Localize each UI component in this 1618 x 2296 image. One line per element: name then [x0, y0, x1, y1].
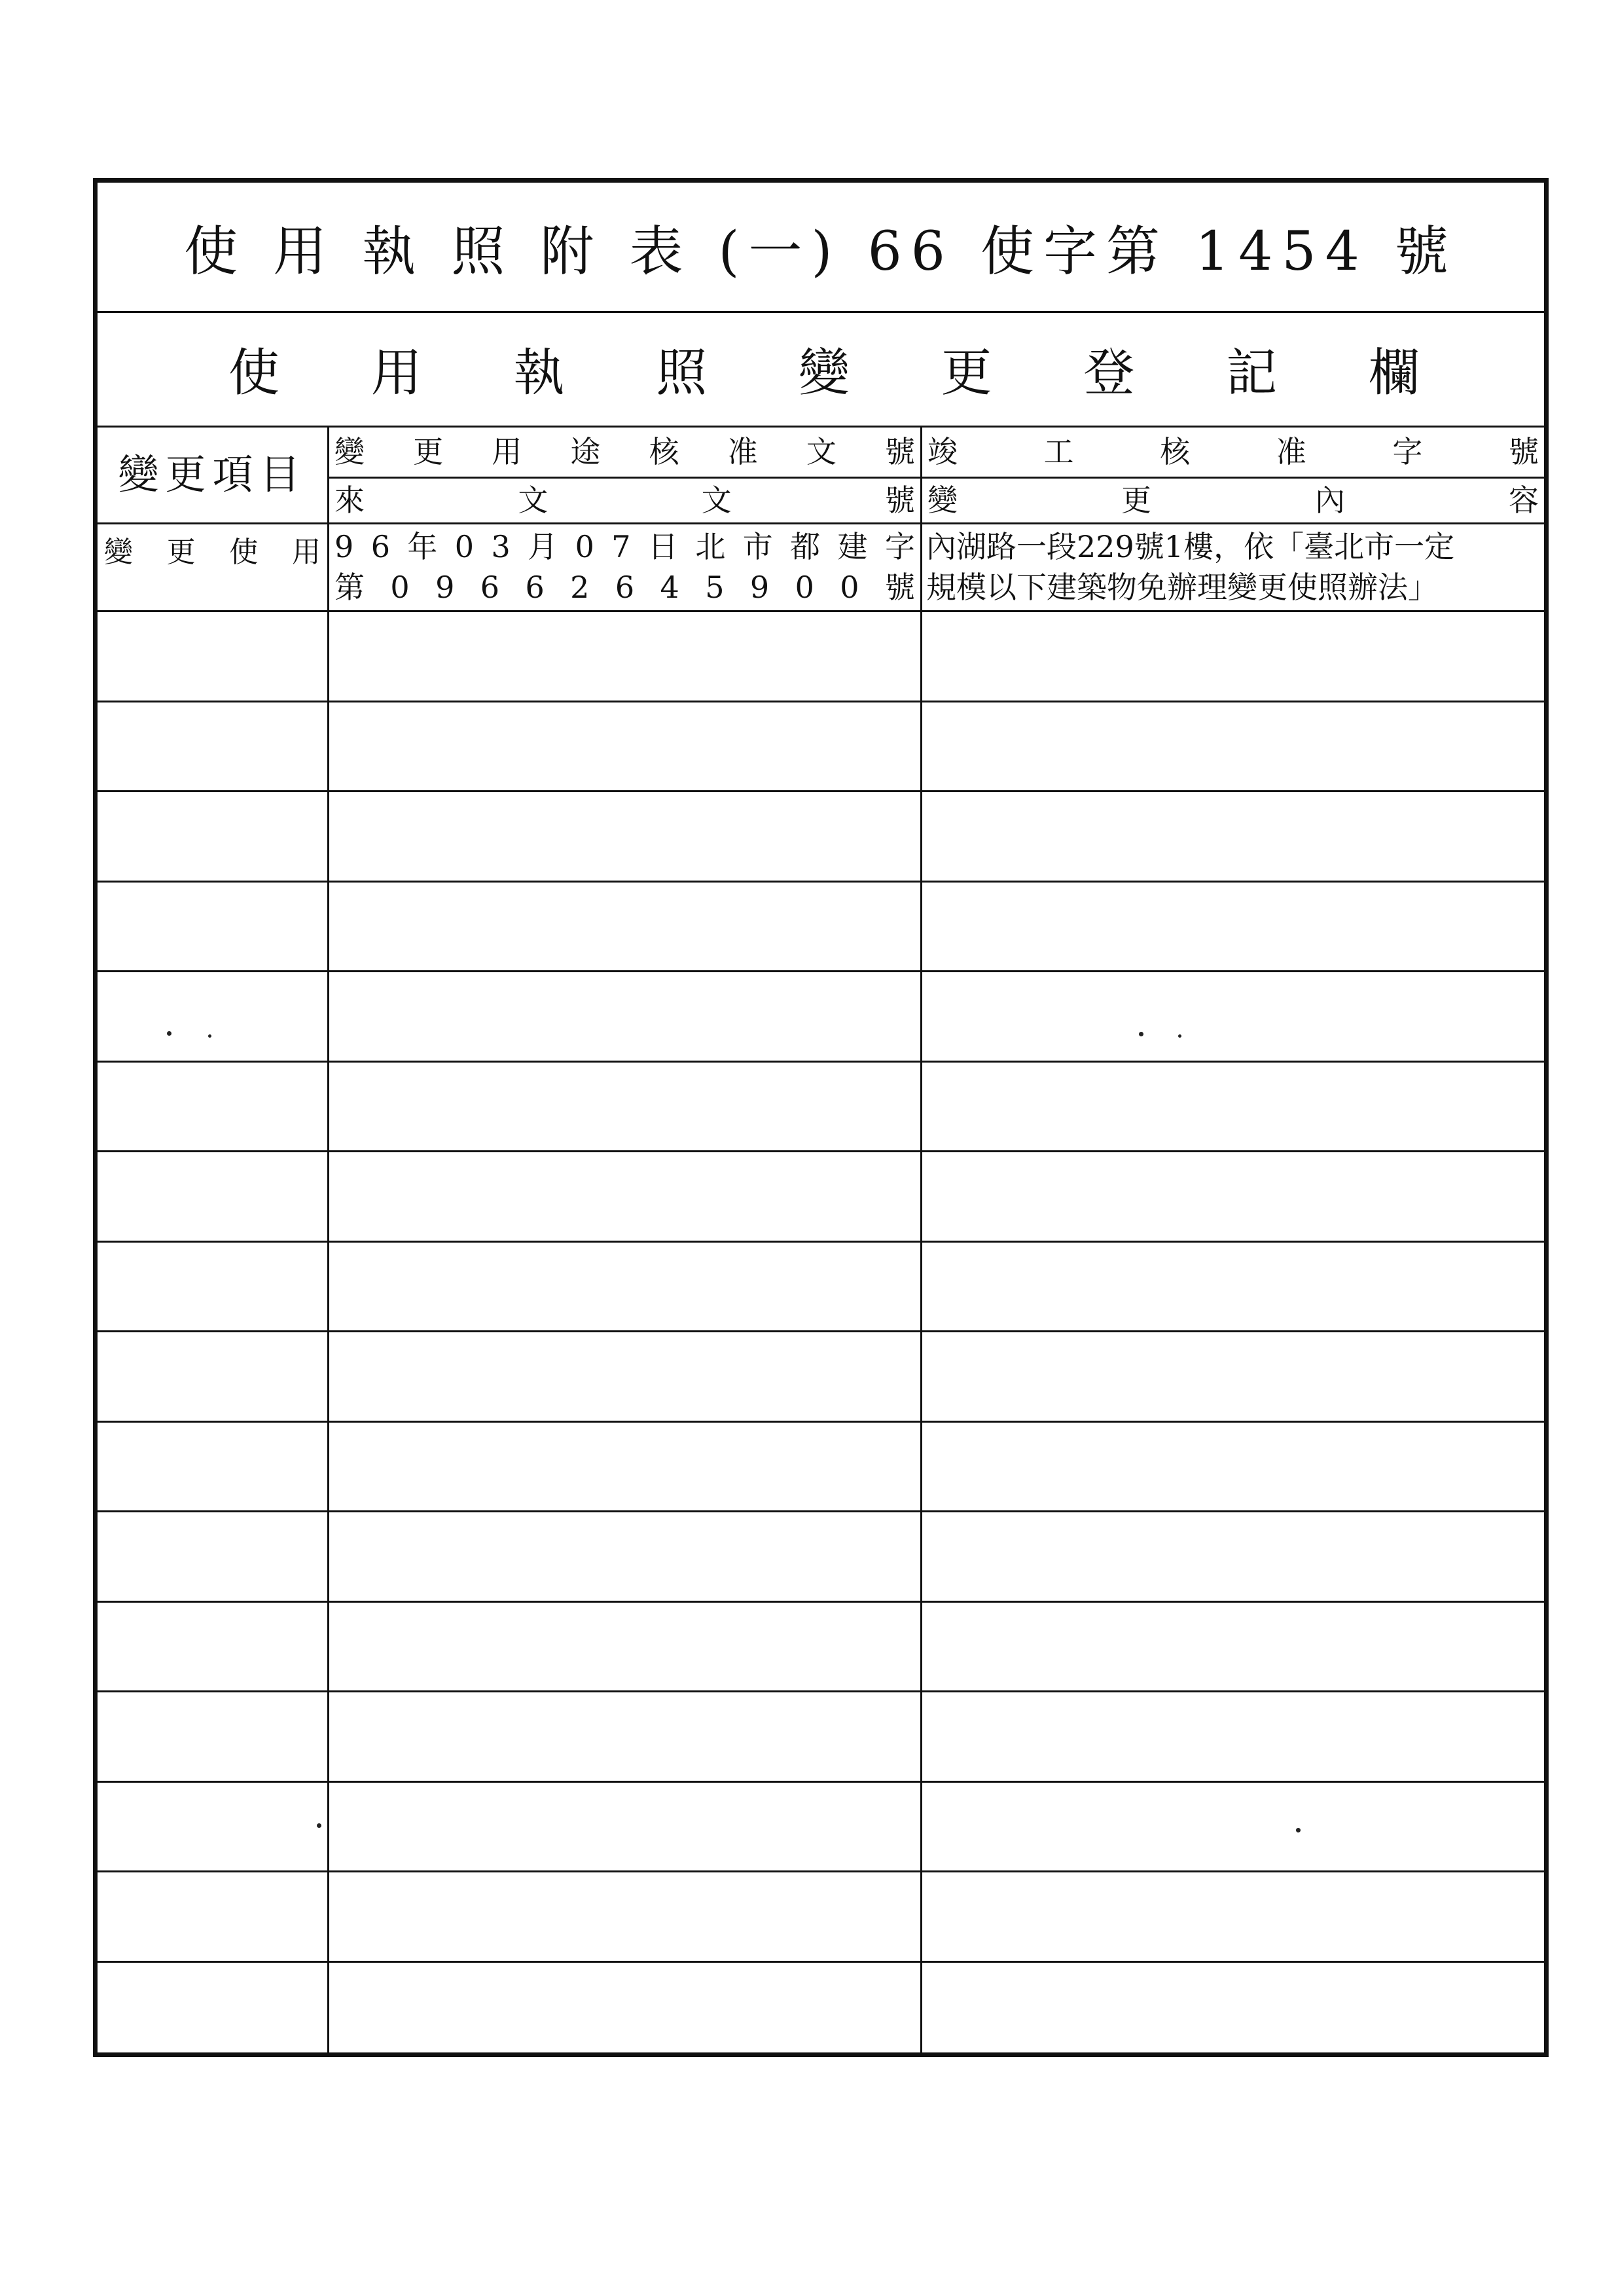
empty-record-cell: [329, 1152, 922, 1243]
empty-record-cell: [98, 1512, 329, 1603]
empty-record-cell: [329, 1872, 922, 1963]
empty-record-cell: [922, 1783, 1544, 1873]
section-title-char: 更: [941, 343, 992, 403]
license-table-frame: [93, 178, 1549, 2057]
empty-record-cell: [329, 1332, 922, 1423]
entry-content-line1: 內湖路一段229號1樓，依「臺北市一定: [926, 528, 1455, 564]
scan-speck: [317, 1823, 321, 1828]
scan-speck: [167, 1031, 171, 1036]
empty-record-cell: [98, 792, 329, 883]
empty-record-cell: [922, 972, 1544, 1063]
empty-record-cell: [922, 702, 1544, 793]
section-title-char: 使: [228, 343, 280, 403]
header-change-item: 變更項目: [98, 428, 329, 524]
empty-record-cell: [329, 1063, 922, 1153]
section-title-char: 記: [1226, 343, 1278, 403]
empty-record-cell: [98, 1423, 329, 1513]
empty-record-cell: [98, 702, 329, 793]
empty-record-cell: [922, 883, 1544, 973]
empty-record-cell: [329, 1603, 922, 1693]
empty-record-cell: [329, 702, 922, 793]
empty-record-cell: [98, 1783, 329, 1873]
section-title-char: 用: [370, 343, 422, 403]
empty-record-cell: [98, 612, 329, 702]
empty-record-cell: [329, 792, 922, 883]
empty-record-cell: [329, 972, 922, 1063]
empty-record-cell: [329, 1243, 922, 1333]
empty-record-cell: [98, 1603, 329, 1693]
empty-record-cell: [329, 1692, 922, 1783]
empty-record-cell: [922, 792, 1544, 883]
entry-doc-number: [329, 524, 922, 612]
empty-record-cell: [98, 883, 329, 973]
empty-record-cell: [922, 612, 1544, 702]
header-incoming-doc-no: 來 文 文 號: [329, 479, 922, 524]
section-title-char: 執: [513, 343, 565, 403]
empty-record-cell: [329, 1423, 922, 1513]
empty-record-cell: [98, 1063, 329, 1153]
empty-record-cell: [98, 972, 329, 1063]
entry-doc-line1: 9 6 年 0 3 月 0 7 日 北 市 都 建 字: [334, 528, 915, 564]
empty-record-cell: [922, 1963, 1544, 2053]
empty-record-cell: [329, 1512, 922, 1603]
empty-record-cell: [329, 1963, 922, 2053]
scan-speck: [1139, 1032, 1143, 1036]
section-title-char: 欄: [1368, 343, 1420, 403]
empty-record-cell: [922, 1063, 1544, 1153]
empty-record-cell: [98, 1332, 329, 1423]
scan-speck: [1296, 1828, 1301, 1832]
empty-record-cell: [922, 1243, 1544, 1333]
empty-record-cell: [922, 1512, 1544, 1603]
scan-speck: [1178, 1034, 1181, 1038]
header-approval-doc-no: 變 更 用 途 核 准 文 號: [329, 428, 922, 479]
entry-content-line2: 規模以下建築物免辦理變更使照辦法」: [926, 569, 1438, 605]
header-completion-no: 竣 工 核 准 字 號: [922, 428, 1544, 479]
empty-record-cell: [329, 883, 922, 973]
empty-record-cell: [922, 1603, 1544, 1693]
empty-record-cell: [98, 1963, 329, 2053]
entry-content: [922, 524, 1544, 612]
empty-record-cell: [922, 1692, 1544, 1783]
empty-record-cell: [329, 1783, 922, 1873]
header-change-content: 變 更 內 容: [922, 479, 1544, 524]
section-title-char: 變: [798, 343, 850, 403]
scan-speck: [208, 1034, 211, 1038]
empty-record-cell: [922, 1423, 1544, 1513]
empty-record-cell: [98, 1152, 329, 1243]
section-title-char: 照: [656, 343, 708, 403]
entry-item: 變 更 使 用: [98, 524, 329, 612]
entry-doc-line2: 第 0 9 6 6 2 6 4 5 9 0 0 號: [334, 569, 915, 605]
section-title: [98, 311, 1544, 428]
empty-record-cell: [922, 1332, 1544, 1423]
document-title: 使 用 執 照 附 表 (一) 66 使字第 1454 號: [98, 183, 1544, 313]
section-title-char: 登: [1083, 343, 1135, 403]
empty-record-cell: [98, 1872, 329, 1963]
empty-record-cell: [329, 612, 922, 702]
empty-record-cell: [922, 1152, 1544, 1243]
change-record-table: [98, 428, 1544, 2052]
empty-record-cell: [98, 1692, 329, 1783]
empty-record-cell: [98, 1243, 329, 1333]
empty-record-cell: [922, 1872, 1544, 1963]
